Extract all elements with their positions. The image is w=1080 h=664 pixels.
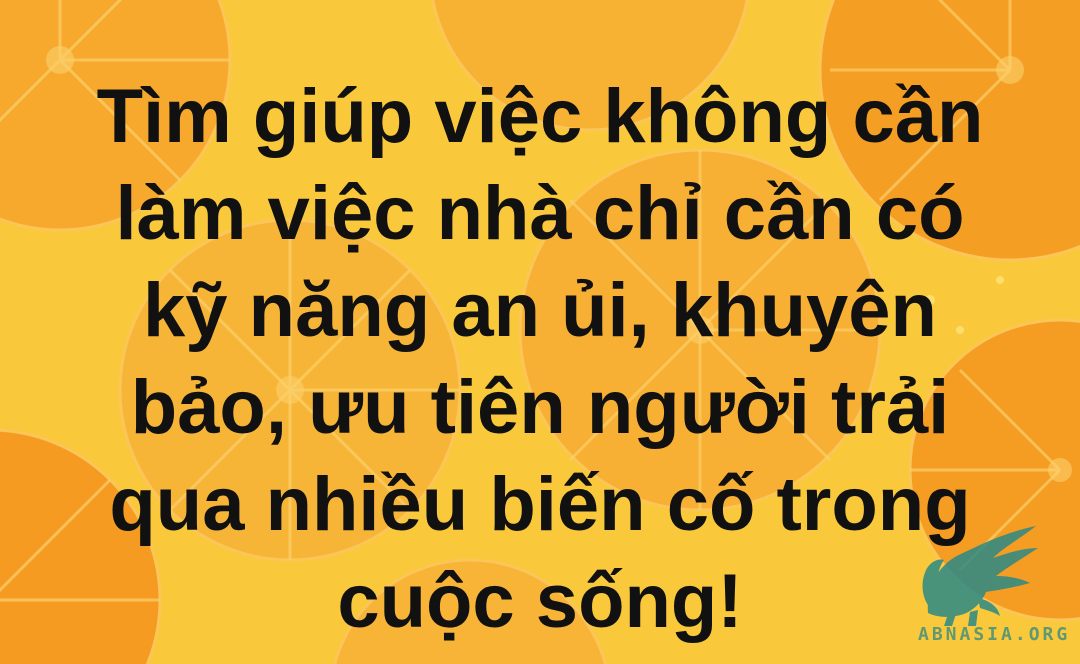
message-line-6: cuộc sống! bbox=[337, 559, 743, 644]
watermark-text: ABNASIA.ORG bbox=[918, 624, 1071, 645]
griffin-logo-icon bbox=[908, 518, 1048, 628]
message-line-2: làm việc nhà chỉ cần có bbox=[115, 171, 965, 256]
message-line-4: bảo, ưu tiên người trải bbox=[130, 365, 950, 450]
message-line-5: qua nhiều biến cố trong bbox=[109, 462, 971, 547]
message-line-3: kỹ năng an ủi, khuyên bbox=[143, 268, 937, 353]
message-line-1: Tìm giúp việc không cần bbox=[96, 74, 984, 159]
post-message bbox=[40, 68, 1040, 650]
